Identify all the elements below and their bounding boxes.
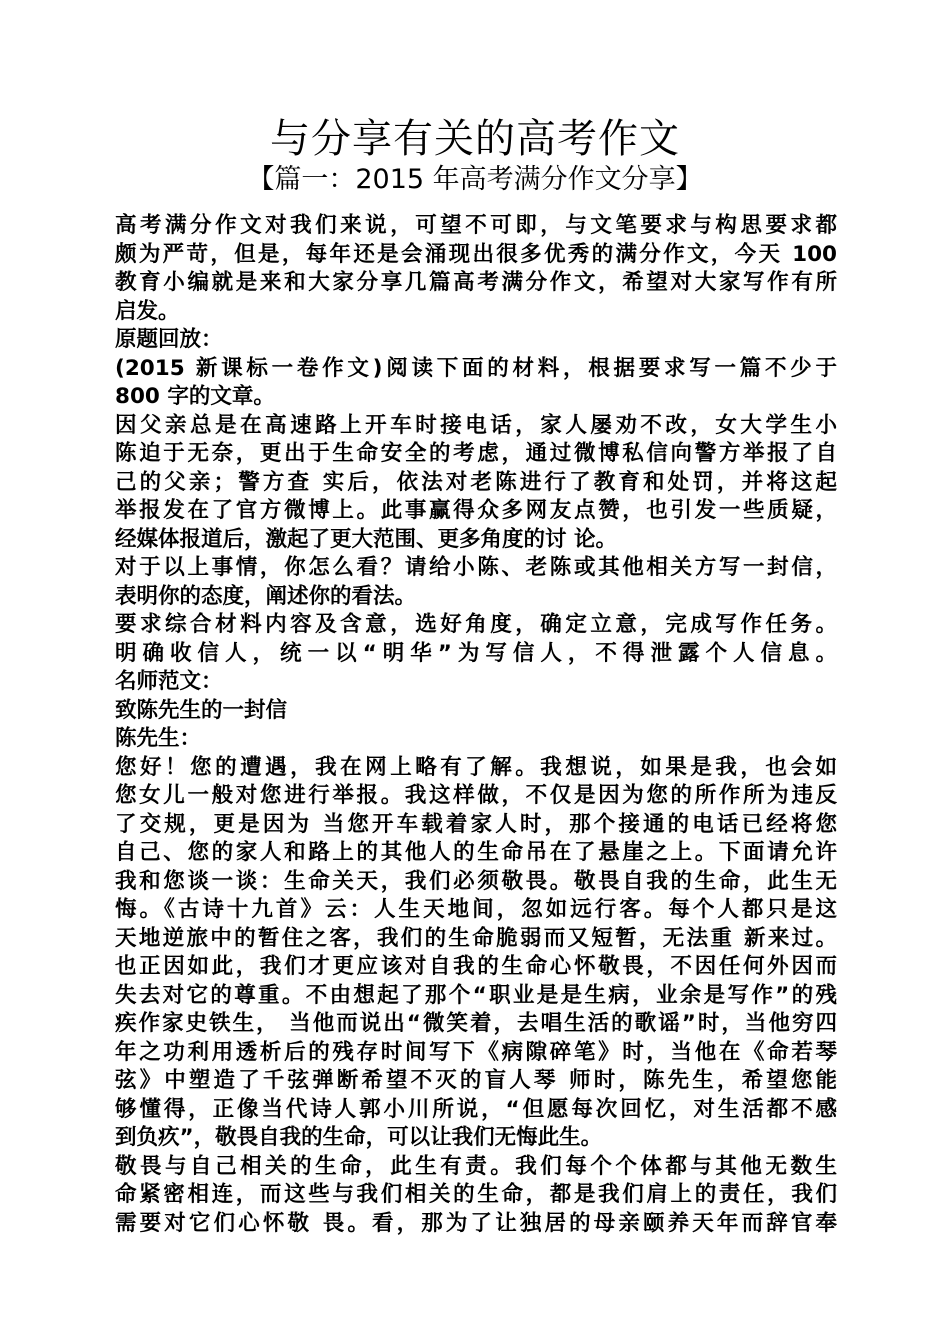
body-line: 原题回放：: [115, 327, 223, 352]
body-line: 也正因如此，我们才更应该对自我的生命心怀敬畏，不因任何外因而: [115, 954, 837, 979]
body-line: 我和您谈一谈：生命关天，我们必须敬畏。敬畏自我的生命，此生无: [115, 868, 837, 894]
body-line: 敬畏与自己相关的生命，此生有责。我们每个个体都与其他无数生: [115, 1153, 837, 1179]
body-line: 悔。《古诗十九首》云：人生天地间，忽如远行客。每个人都只是这: [115, 897, 837, 922]
body-line: 颇为严苛，但是，每年还是会涌现出很多优秀的满分作文，今天 100: [115, 241, 837, 267]
body-line: 您好！您的遭遇，我在网上略有了解。我想说，如果是我，也会如: [115, 754, 837, 780]
body-line: 到负疚”，敬畏自我的生命，可以让我们无悔此生。: [115, 1125, 603, 1150]
body-line: 教育小编就是来和大家分享几篇高考满分作文，希望对大家写作有所: [115, 270, 837, 295]
body-line: 您女儿一般对您进行举报。我这样做，不仅是因为您的所作所为违反: [115, 783, 837, 808]
body-line: 自己、您的家人和路上的其他人的生命吊在了悬崖之上。下面请允许: [115, 840, 837, 865]
body-line: 疾作家史铁生， 当他而说出“微笑着，去唱生活的歌谣”时，当他穷四: [115, 1011, 837, 1036]
document-body: [115, 212, 837, 1238]
body-line: 弦》中塑造了千弦弹断希望不灭的盲人琴 师时，陈先生，希望您能: [115, 1068, 837, 1093]
body-line: 举报发在了官方微博上。此事赢得众多网友点赞，也引发一些质疑，: [115, 498, 837, 523]
body-line: 天地逆旅中的暂住之客，我们的生命脆弱而又短暂，无法重 新来过。: [115, 925, 837, 951]
body-line: 致陈先生的一封信: [115, 697, 288, 723]
document-subtitle: 【篇一：2015 年高考满分作文分享】: [247, 164, 703, 195]
body-line: 年之功利用透析后的残存时间写下《病隙碎笔》时，当他在《命若琴: [115, 1039, 837, 1065]
body-line: 800 字的文章。: [115, 384, 275, 409]
body-line: 名师范文：: [115, 669, 223, 694]
body-line: 己的父亲；警方查 实后，依法对老陈进行了教育和处罚，并将这起: [115, 469, 837, 495]
body-line: 高考满分作文对我们来说，可望不可即，与文笔要求与构思要求都: [115, 213, 837, 238]
body-line: 需要对它们心怀敬 畏。看，那为了让独居的母亲颐养天年而辞官奉: [115, 1210, 837, 1236]
body-line: 因父亲总是在高速路上开车时接电话，家人屡劝不改，女大学生小: [115, 412, 837, 438]
body-line: 对于以上事情，你怎么看？请给小陈、老陈或其他相关方写一封信，: [115, 555, 837, 580]
body-line: 明确收信人，统一以“明华”为写信人，不得泄露个人信息。: [115, 640, 837, 666]
body-line: 启发。: [115, 298, 180, 324]
body-line: 陈迫于无奈，更出于生命安全的考虑，通过微博私信向警方举报了自: [115, 441, 837, 466]
body-line: 命紧密相连，而这些与我们相关的生命，都是我们肩上的责任，我们: [115, 1182, 837, 1207]
body-line: 失去对它的尊重。不由想起了那个“职业是是生病，业余是写作”的残: [115, 982, 837, 1008]
body-line: 够懂得，正像当代诗人郭小川所说，“但愿每次回忆，对生活都不感: [115, 1096, 837, 1122]
body-line: 要求综合材料内容及含意，选好角度，确定立意，完成写作任务。: [115, 612, 837, 637]
body-line: (2015 新课标一卷作文)阅读下面的材料，根据要求写一篇不少于: [115, 355, 837, 381]
document-title: 与分享有关的高考作文: [270, 116, 680, 162]
body-line: 陈先生：: [115, 726, 202, 751]
body-line: 经媒体报道后，激起了更大范围、更多角度的讨 论。: [115, 526, 617, 552]
body-line: 表明你的态度，阐述你的看法。: [115, 583, 417, 609]
body-line: 了交规，更是因为 当您开车载着家人时，那个接通的电话已经将您: [115, 811, 837, 837]
